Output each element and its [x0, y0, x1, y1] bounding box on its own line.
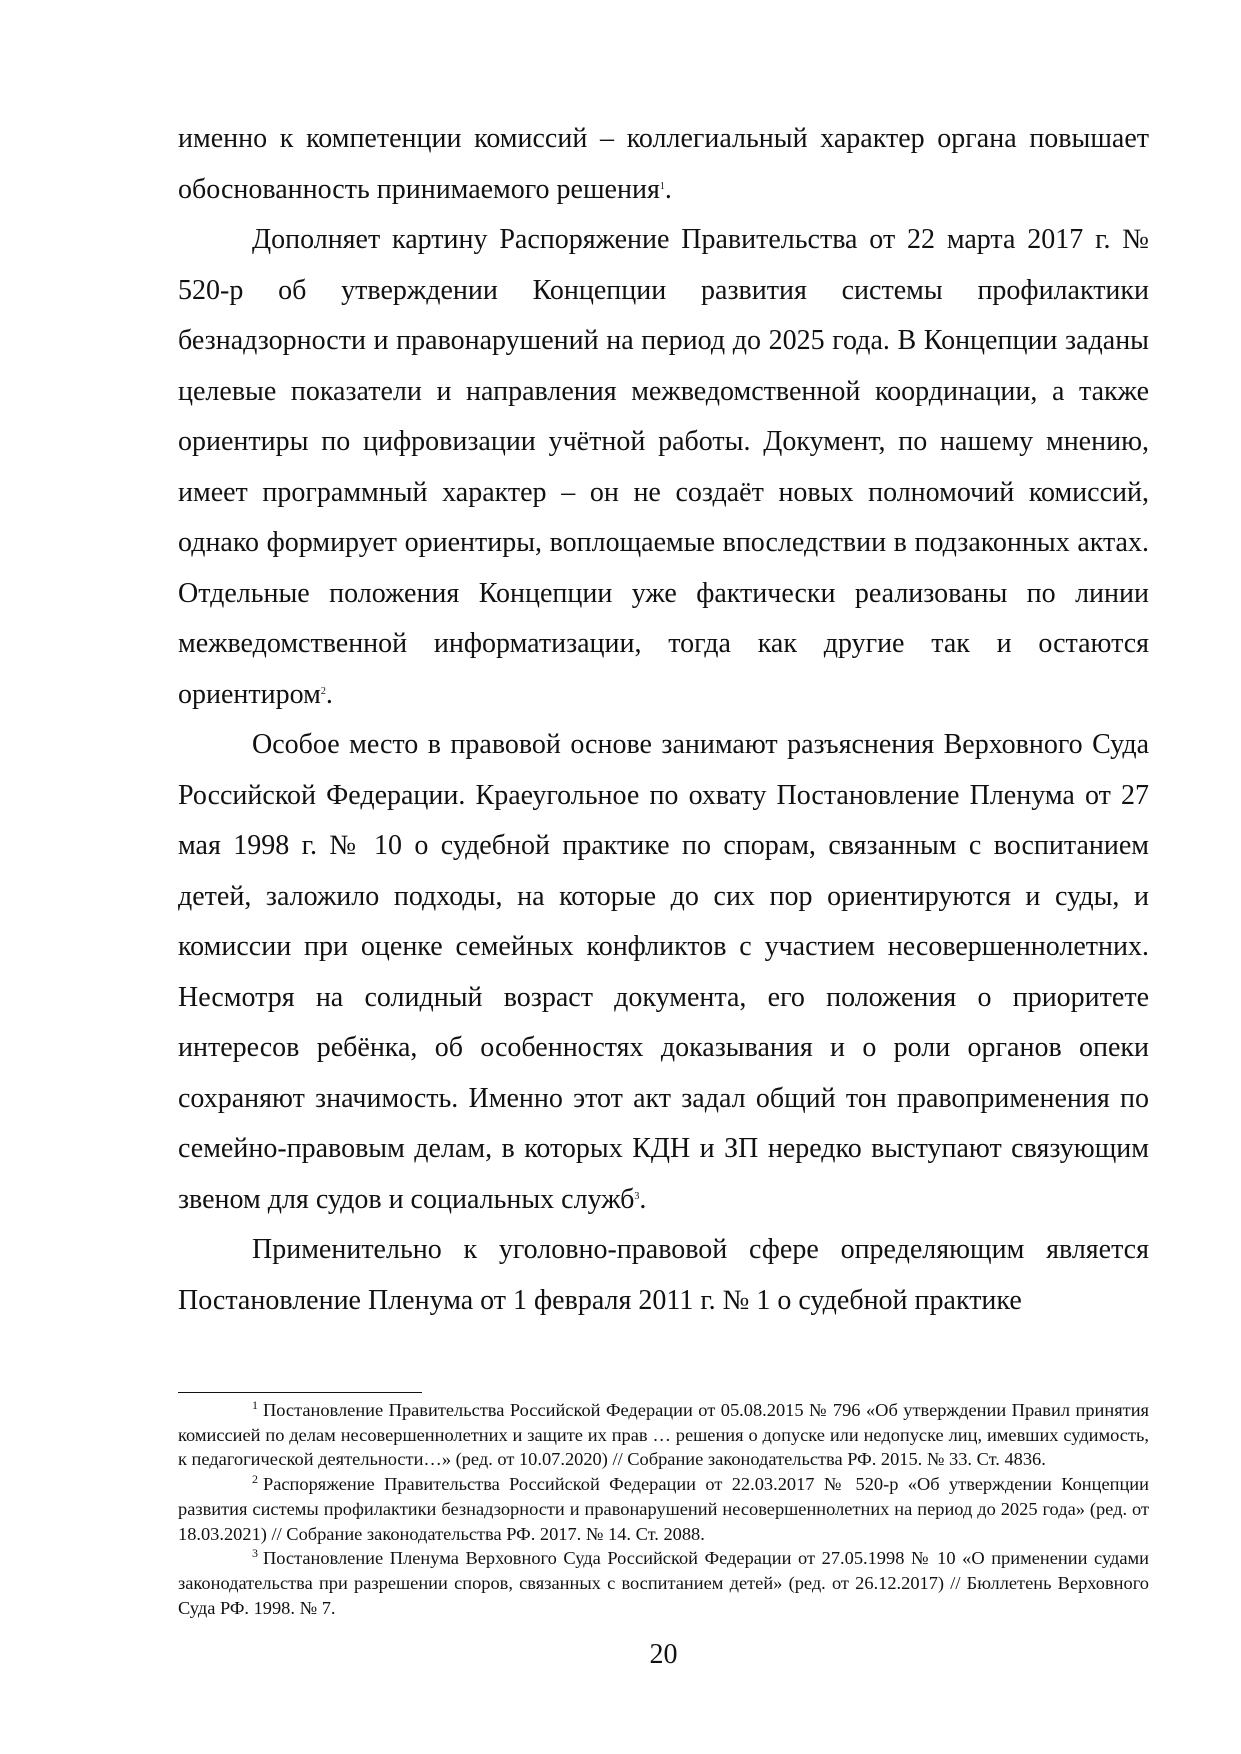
footnote-reference: 1 [659, 180, 665, 192]
footnote-number: 3 [252, 1546, 258, 1561]
footnote-text: Постановление Пленума Верховного Суда Российской Федерации от 27.05.1998 № 10 «О применении судами законодательства при разрешении споров, связанных с воспитанием детей» (ред. от 26.12.2017) // Бюллетень Верховного Суда РФ. 1998. № 7. [178, 1548, 1149, 1618]
paragraph [178, 215, 1149, 720]
footnote [178, 1546, 1149, 1620]
footnote-text: Распоряжение Правительства Российской Федерации от 22.03.2017 № 520-р «Об утверждении Концепции развития системы профилактики безнадзорности и правонарушений несовершеннолетних на период до 2025 года» (ред. от 18.03.2021) // Собрание законодательства РФ. 2017. № 14. Ст. 2088. [178, 1474, 1149, 1544]
footnote-reference: 2 [320, 685, 326, 697]
paragraph-text: именно к компетенции комиссий – коллегиальный характер органа повышает обоснованность принимаемого решения [178, 123, 1149, 205]
paragraph [178, 720, 1149, 1225]
footnote [178, 1472, 1149, 1546]
footnote-number: 1 [252, 1398, 258, 1412]
paragraph-continuation [178, 114, 1149, 215]
footnote-reference: 3 [634, 1190, 640, 1202]
footnote [178, 1398, 1149, 1472]
paragraph [178, 1225, 1149, 1326]
page-number: 20 [649, 1639, 678, 1670]
footnote-separator [178, 1392, 422, 1393]
paragraph-tail: . [639, 1183, 647, 1215]
footnote-number: 2 [252, 1472, 258, 1487]
paragraph-text: Особое место в правовой основе занимают разъяснения Верховного Суда Российской Федерации. Краеугольное по охвату Постановление Пленума от 27 мая 1998 г. № 10 о судебной практике по спорам, связанным с воспитанием детей, заложило подходы, на которые до сих пор ориентируются и суды, и комиссии при оценке семейных конфликтов с участием несовершеннолетних. Несмотря на солидный возраст документа, его положения о приоритете интересов ребёнка, об особенностях доказывания и о роли органов опеки сохраняют значимость. Именно этот акт задал общий тон правоприменения по семейно-правовым делам, в которых КДН и ЗП нередко выступают связующим звеном для судов и социальных служб [178, 729, 1149, 1215]
footnotes [178, 1398, 1149, 1620]
paragraph-tail: . [325, 678, 333, 710]
paragraph-text: Применительно к уголовно-правовой сфере определяющим является Постановление Пленума от 1 февраля 2011 г. № 1 о судебной практике [178, 1234, 1149, 1316]
paragraph-text: Дополняет картину Распоряжение Правительства от 22 марта 2017 г. № 520-р об утверждении Концепции развития системы профилактики безнадзорности и правонарушений на период до 2025 года. В Концепции заданы целевые показатели и направления межведомственной координации, а также ориентиры по цифровизации учётной работы. Документ, по нашему мнению, имеет программный характер – он не создаёт новых полномочий комиссий, однако формирует ориентиры, воплощаемые впоследствии в подзаконных актах. Отдельные положения Концепции уже фактически реализованы по линии межведомственной информатизации, тогда как другие так и остаются ориентиром [178, 224, 1149, 710]
paragraph-tail: . [664, 173, 672, 205]
footnote-text: Постановление Правительства Российской Федерации от 05.08.2015 № 796 «Об утверждении Правил принятия комиссией по делам несовершеннолетних и защите их прав … решения о допуске или недопуске лиц, имевших судимость, к педагогической деятельности…» (ред. от 10.07.2020) // Собрание законодательства РФ. 2015. № 33. Ст. 4836. [178, 1400, 1149, 1470]
body-text [178, 114, 1149, 1326]
